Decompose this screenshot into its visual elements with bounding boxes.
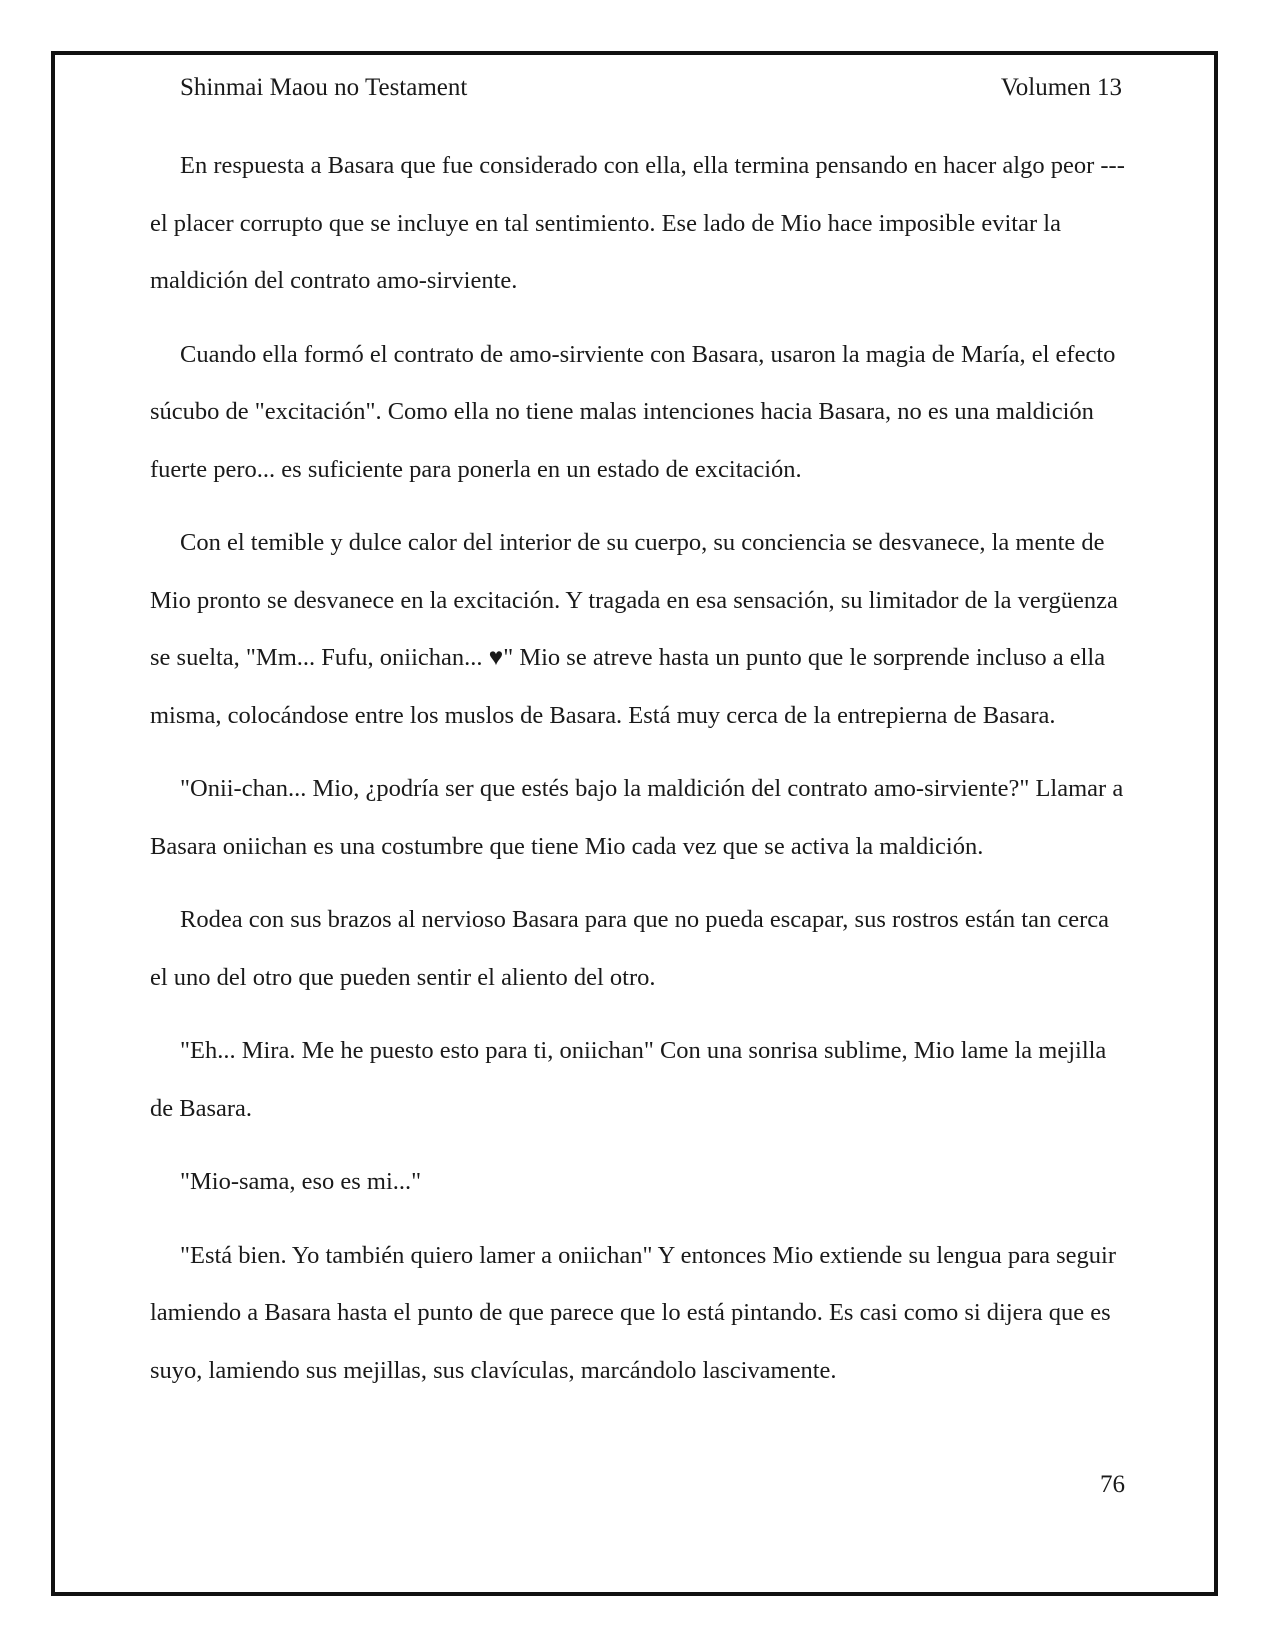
- paragraph: Con el temible y dulce calor del interior de su cuerpo, su conciencia se desvanece, la mente de Mio pronto se desvanece en la excitación. Y tragada en esa sensación, su limitador de la vergüenza se suelta, "Mm... Fufu, oniichan... ♥" Mio se atreve hasta un punto que le sorprende incluso a ella misma, colocándose entre los muslos de Basara. Está muy cerca de la entrepierna de Basara.: [150, 529, 1118, 729]
- paragraph: "Eh... Mira. Me he puesto esto para ti, oniichan" Con una sonrisa sublime, Mio lame la mejilla de Basara.: [150, 1037, 1107, 1122]
- paragraph: Rodea con sus brazos al nervioso Basara para que no pueda escapar, sus rostros están tan cerca el uno del otro que pueden sentir el aliento del otro.: [150, 906, 1109, 991]
- paragraph: "Mio-sama, eso es mi...": [180, 1168, 422, 1195]
- book-title: Shinmai Maou no Testament: [180, 74, 468, 101]
- page-number: 76: [1100, 1471, 1125, 1498]
- paragraph: "Está bien. Yo también quiero lamer a oniichan" Y entonces Mio extiende su lengua para seguir lamiendo a Basara hasta el punto de que parece que lo está pintando. Es casi como si dijera que es suyo, lamiendo sus mejillas, sus clavículas, marcándolo lascivamente.: [150, 1241, 1117, 1384]
- volume-label: Volumen 13: [1000, 74, 1122, 101]
- paragraph: "Onii-chan... Mio, ¿podría ser que estés bajo la maldición del contrato amo-sirviente?" Llamar a Basara oniichan es una costumbre que tiene Mio cada vez que se activa la maldición.: [150, 775, 1124, 860]
- paragraph: Cuando ella formó el contrato de amo-sirviente con Basara, usaron la magia de María, el efecto súcubo de "excitación". Como ella no tiene malas intenciones hacia Basara, no es una maldición fuerte pero... es suficiente para ponerla en un estado de excitación.: [150, 340, 1116, 483]
- document-body: [150, 137, 1126, 1415]
- paragraph: En respuesta a Basara que fue considerado con ella, ella termina pensando en hacer algo peor --- el placer corrupto que se incluye en tal sentimiento. Ese lado de Mio hace imposible evitar la maldición del contrato amo-sirviente.: [150, 152, 1125, 294]
- page-header: [180, 68, 1122, 108]
